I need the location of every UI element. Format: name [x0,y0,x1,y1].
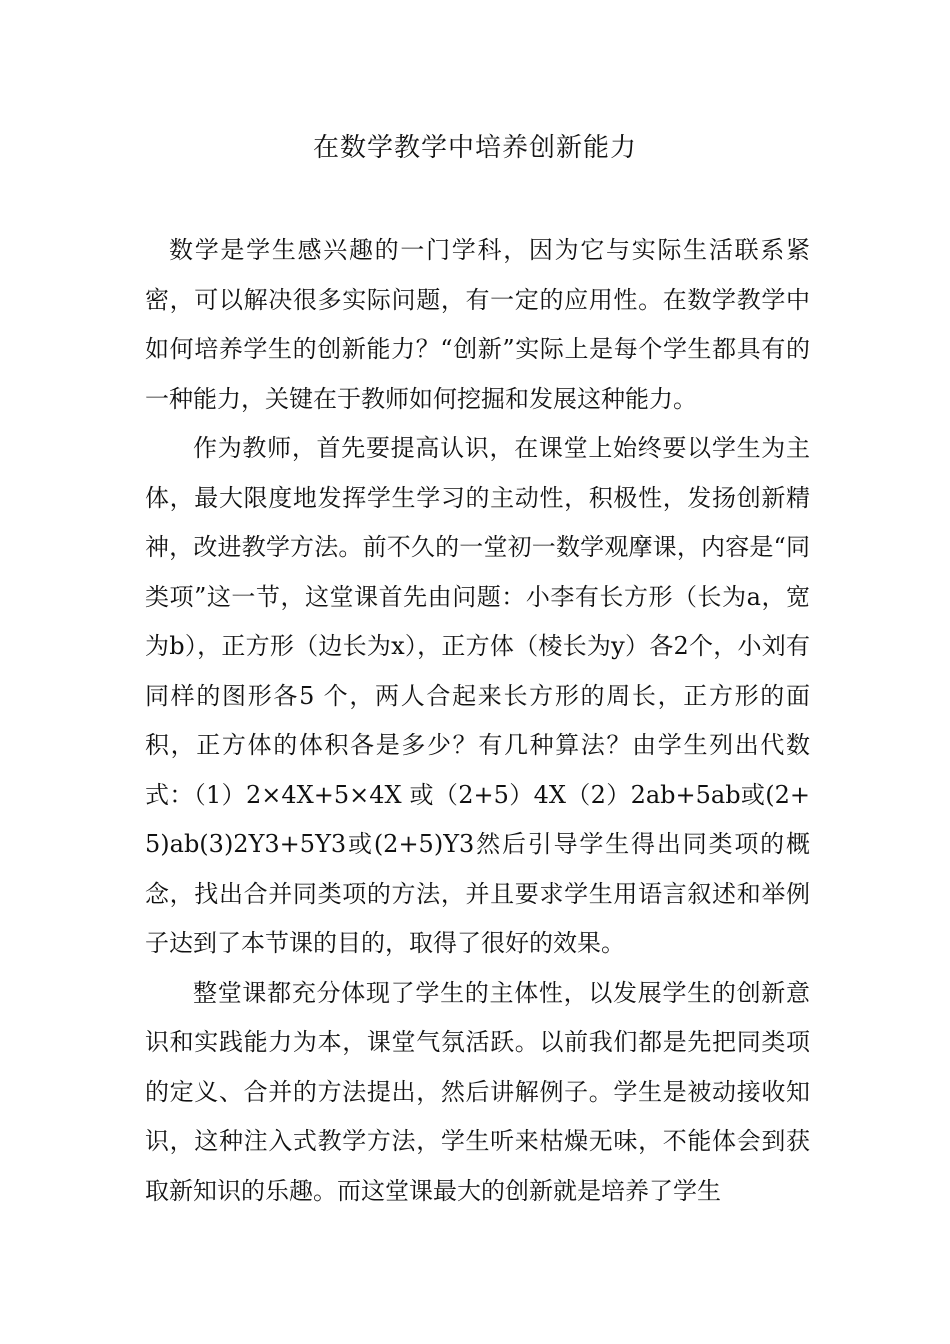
paragraph-teaching-example: 作为教师，首先要提高认识，在课堂上始终要以学生为主体，最大限度地发挥学生学习的主动性，积极性，发扬创新精神，改进教学方法。前不久的一堂初一数学观摩课，内容是“同类项”这一节，这堂课首先由问题：小李有长方形（长为a，宽为b），正方形（边长为x），正方体（棱长为y）各2个，小刘有同样的图形各5 个，两人合起来长方形的周长，正方形的面积，正方体的体积各是多少？有几种算法？由学生列出代数式：（1）2×4X+5×4X 或（2+5）4X（2）2ab+5ab或(2+5)ab(3)2Y3+5Y3或(2+5)Y3然后引导学生得出同类项的概念，找出合并同类项的方法，并且要求学生用语言叙述和举例子达到了本节课的目的，取得了很好的效果。 [145,434,810,957]
paragraph-lesson-reflection: 整堂课都充分体现了学生的主体性，以发展学生的创新意识和实践能力为本，课堂气氛活跃。以前我们都是先把同类项的定义、合并的方法提出，然后讲解例子。学生是被动接收知识，这种注入式教学方法，学生听来枯燥无味，不能体会到获取新知识的乐趣。而这堂课最大的创新就是培养了学生 [145,978,810,1205]
document-title: 在数学教学中培养创新能力 [312,133,637,163]
document-body [145,226,810,1216]
paragraph-intro: 数学是学生感兴趣的一门学科，因为它与实际生活联系紧密，可以解决很多实际问题，有一定的应用性。在数学教学中如何培养学生的创新能力？“创新”实际上是每个学生都具有的一种能力，关键在于教师如何挖掘和发展这种能力。 [145,236,810,413]
